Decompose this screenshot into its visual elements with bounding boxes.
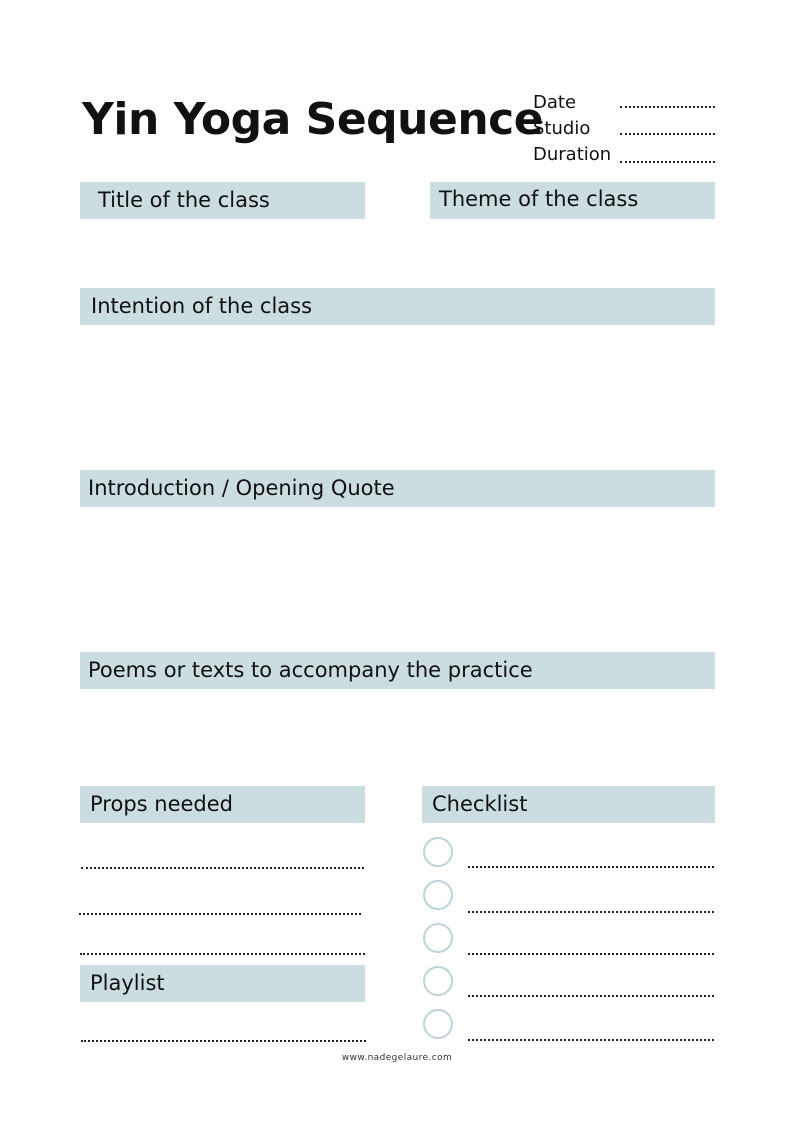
playlist-heading [80, 965, 365, 1002]
props-label: Props needed [90, 792, 233, 816]
theme-of-class-label: Theme of the class [439, 187, 639, 211]
checklist-line-4[interactable] [468, 995, 714, 997]
checklist-heading [422, 786, 715, 823]
playlist-line-1[interactable] [81, 1040, 366, 1042]
studio-field[interactable] [620, 133, 715, 135]
date-field[interactable] [620, 106, 715, 108]
props-line-2[interactable] [79, 913, 361, 915]
checklist-checkbox-2[interactable] [423, 880, 453, 910]
poems-label: Poems or texts to accompany the practice [88, 658, 533, 682]
checklist-checkbox-1[interactable] [423, 837, 453, 867]
title-of-class-label: Title of the class [98, 188, 270, 212]
checklist-label: Checklist [432, 792, 528, 816]
props-heading [80, 786, 365, 823]
checklist-line-5[interactable] [468, 1039, 714, 1041]
poems-heading [80, 652, 715, 689]
introduction-label: Introduction / Opening Quote [88, 476, 395, 500]
props-line-3[interactable] [80, 953, 365, 955]
introduction-heading [80, 470, 715, 507]
checklist-line-1[interactable] [468, 866, 714, 868]
page-title: Yin Yoga Sequence [82, 94, 544, 145]
checklist-checkbox-5[interactable] [423, 1009, 453, 1039]
intention-heading [80, 288, 715, 325]
checklist-checkbox-3[interactable] [423, 923, 453, 953]
playlist-label: Playlist [90, 971, 165, 995]
theme-of-class-heading [430, 182, 715, 219]
duration-field[interactable] [620, 161, 715, 163]
duration-label: Duration [533, 144, 612, 165]
intention-label: Intention of the class [91, 294, 313, 318]
props-line-1[interactable] [81, 867, 364, 869]
checklist-line-3[interactable] [468, 953, 714, 955]
checklist-checkbox-4[interactable] [423, 966, 453, 996]
title-of-class-heading [80, 182, 365, 219]
date-label: Date [533, 92, 577, 113]
studio-label: Studio [533, 118, 591, 139]
checklist-line-2[interactable] [468, 911, 714, 913]
footer-website: www.nadegelaure.com [341, 1053, 453, 1063]
